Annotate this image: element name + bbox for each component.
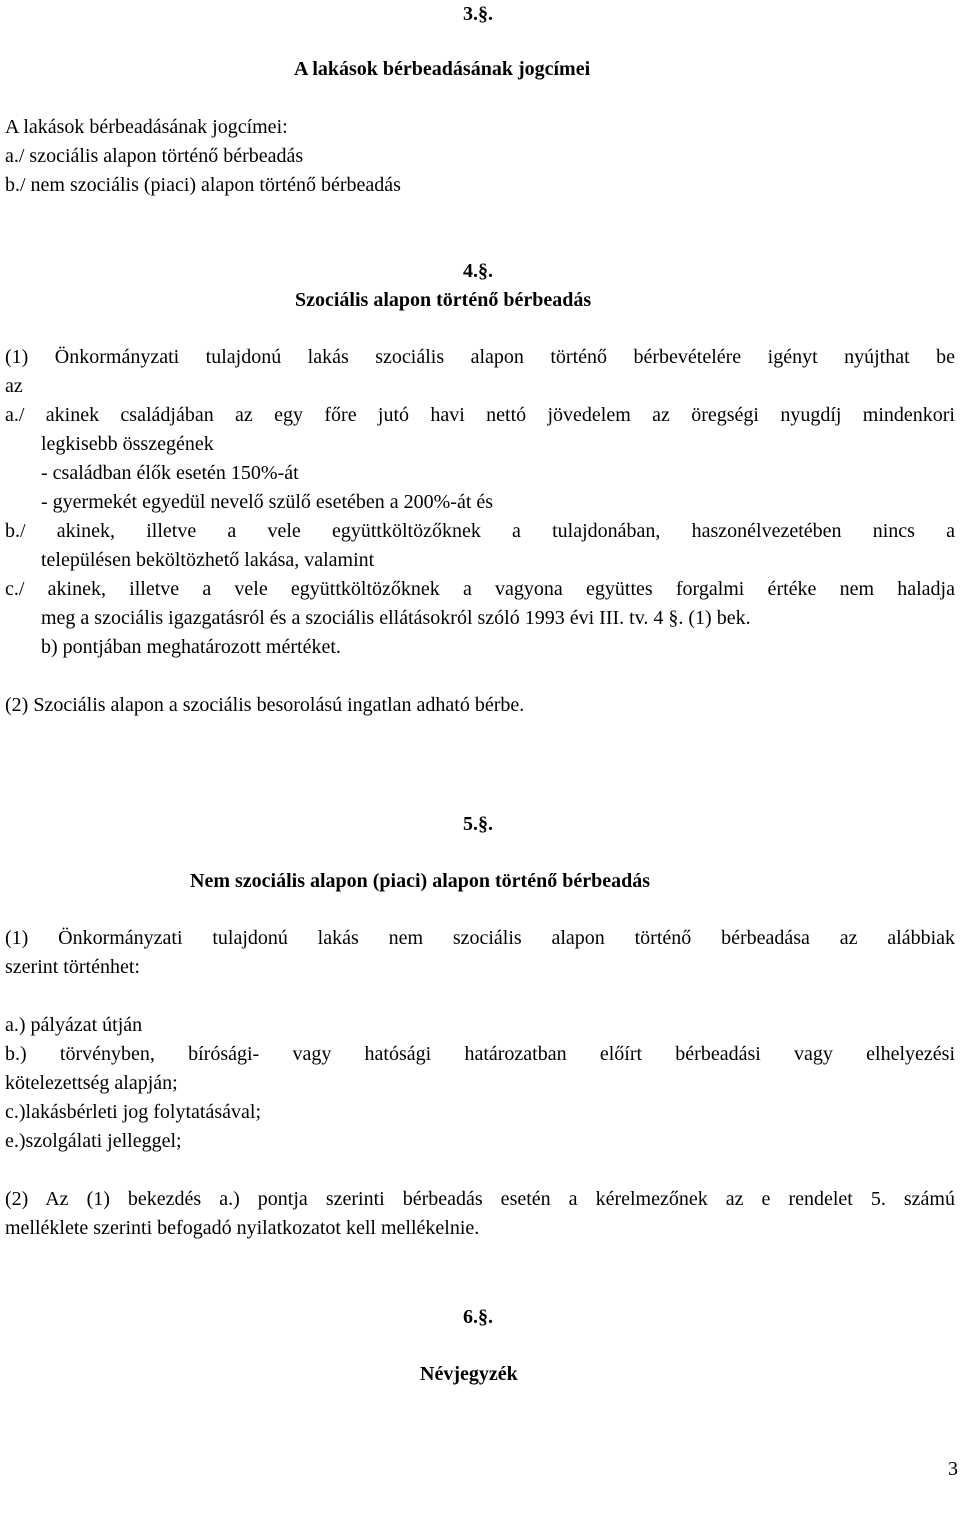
section-5-item-e: e.)szolgálati jelleggel;: [5, 1130, 182, 1152]
section-4-paragraph-1-line-2: az: [5, 375, 23, 397]
section-5-item-c: c.)lakásbérleti jog folytatásával;: [5, 1101, 262, 1123]
section-3-number: 3.§.: [463, 3, 493, 25]
section-5-paragraph-1-line-1: (1) Önkormányzati tulajdonú lakás nem szociális alapon történő bérbeadása az alábbiak: [5, 927, 955, 949]
page-number: 3: [948, 1458, 958, 1480]
section-4-item-c-line-2: meg a szociális igazgatásról és a szociális ellátásokról szóló 1993 évi III. tv. 4 §. (1) bek.: [41, 607, 751, 629]
section-5-paragraph-2-line-1: (2) Az (1) bekezdés a.) pontja szerinti bérbeadás esetén a kérelmezőnek az e rendelet 5. számú: [5, 1188, 955, 1210]
section-4-item-a-line-3: - családban élők esetén 150%-át: [41, 462, 299, 484]
section-5-item-b-line-1: b.) törvényben, bírósági- vagy hatósági határozatban előírt bérbeadási vagy elhelyezési: [5, 1043, 955, 1065]
section-4-item-a-line-4: - gyermekét egyedül nevelő szülő esetében a 200%-át és: [41, 491, 494, 513]
section-4-number: 4.§.: [463, 260, 493, 282]
section-4-title: Szociális alapon történő bérbeadás: [295, 289, 592, 311]
section-5-title: Nem szociális alapon (piaci) alapon történő bérbeadás: [190, 870, 650, 892]
section-5-paragraph-1-line-2: szerint történhet:: [5, 956, 140, 978]
section-4-item-c-line-1: c./ akinek, illetve a vele együttköltözőknek a vagyona együttes forgalmi értéke nem haladja: [5, 578, 955, 600]
section-5-item-b-line-2: kötelezettség alapján;: [5, 1072, 178, 1094]
section-4-item-b-line-1: b./ akinek, illetve a vele együttköltözőknek a tulajdonában, haszonélvezetében nincs a: [5, 520, 955, 542]
section-3-intro: A lakások bérbeadásának jogcímei:: [5, 116, 288, 138]
section-6-title: Névjegyzék: [420, 1363, 518, 1385]
section-4-paragraph-1-line-1: (1) Önkormányzati tulajdonú lakás szociális alapon történő bérbevételére igényt nyújthat be: [5, 346, 955, 368]
section-5-paragraph-2-line-2: melléklete szerinti befogadó nyilatkozatot kell mellékelnie.: [5, 1217, 480, 1239]
section-4-paragraph-2: (2) Szociális alapon a szociális besorolású ingatlan adható bérbe.: [5, 694, 525, 716]
section-3-item-b: b./ nem szociális (piaci) alapon történő bérbeadás: [5, 174, 401, 196]
section-3-item-a: a./ szociális alapon történő bérbeadás: [5, 145, 304, 167]
section-4-item-a-line-1: a./ akinek családjában az egy főre jutó havi nettó jövedelem az öregségi nyugdíj mindenkori: [5, 404, 955, 426]
section-4-item-a-line-2: legkisebb összegének: [41, 433, 214, 455]
section-5-number: 5.§.: [463, 813, 493, 835]
section-6-number: 6.§.: [463, 1306, 493, 1328]
section-4-item-c-line-3: b) pontjában meghatározott mértéket.: [41, 636, 341, 658]
section-5-item-a: a.) pályázat útján: [5, 1014, 143, 1036]
section-4-item-b-line-2: településen beköltözhető lakása, valamint: [41, 549, 375, 571]
section-3-title: A lakások bérbeadásának jogcímei: [294, 58, 591, 80]
